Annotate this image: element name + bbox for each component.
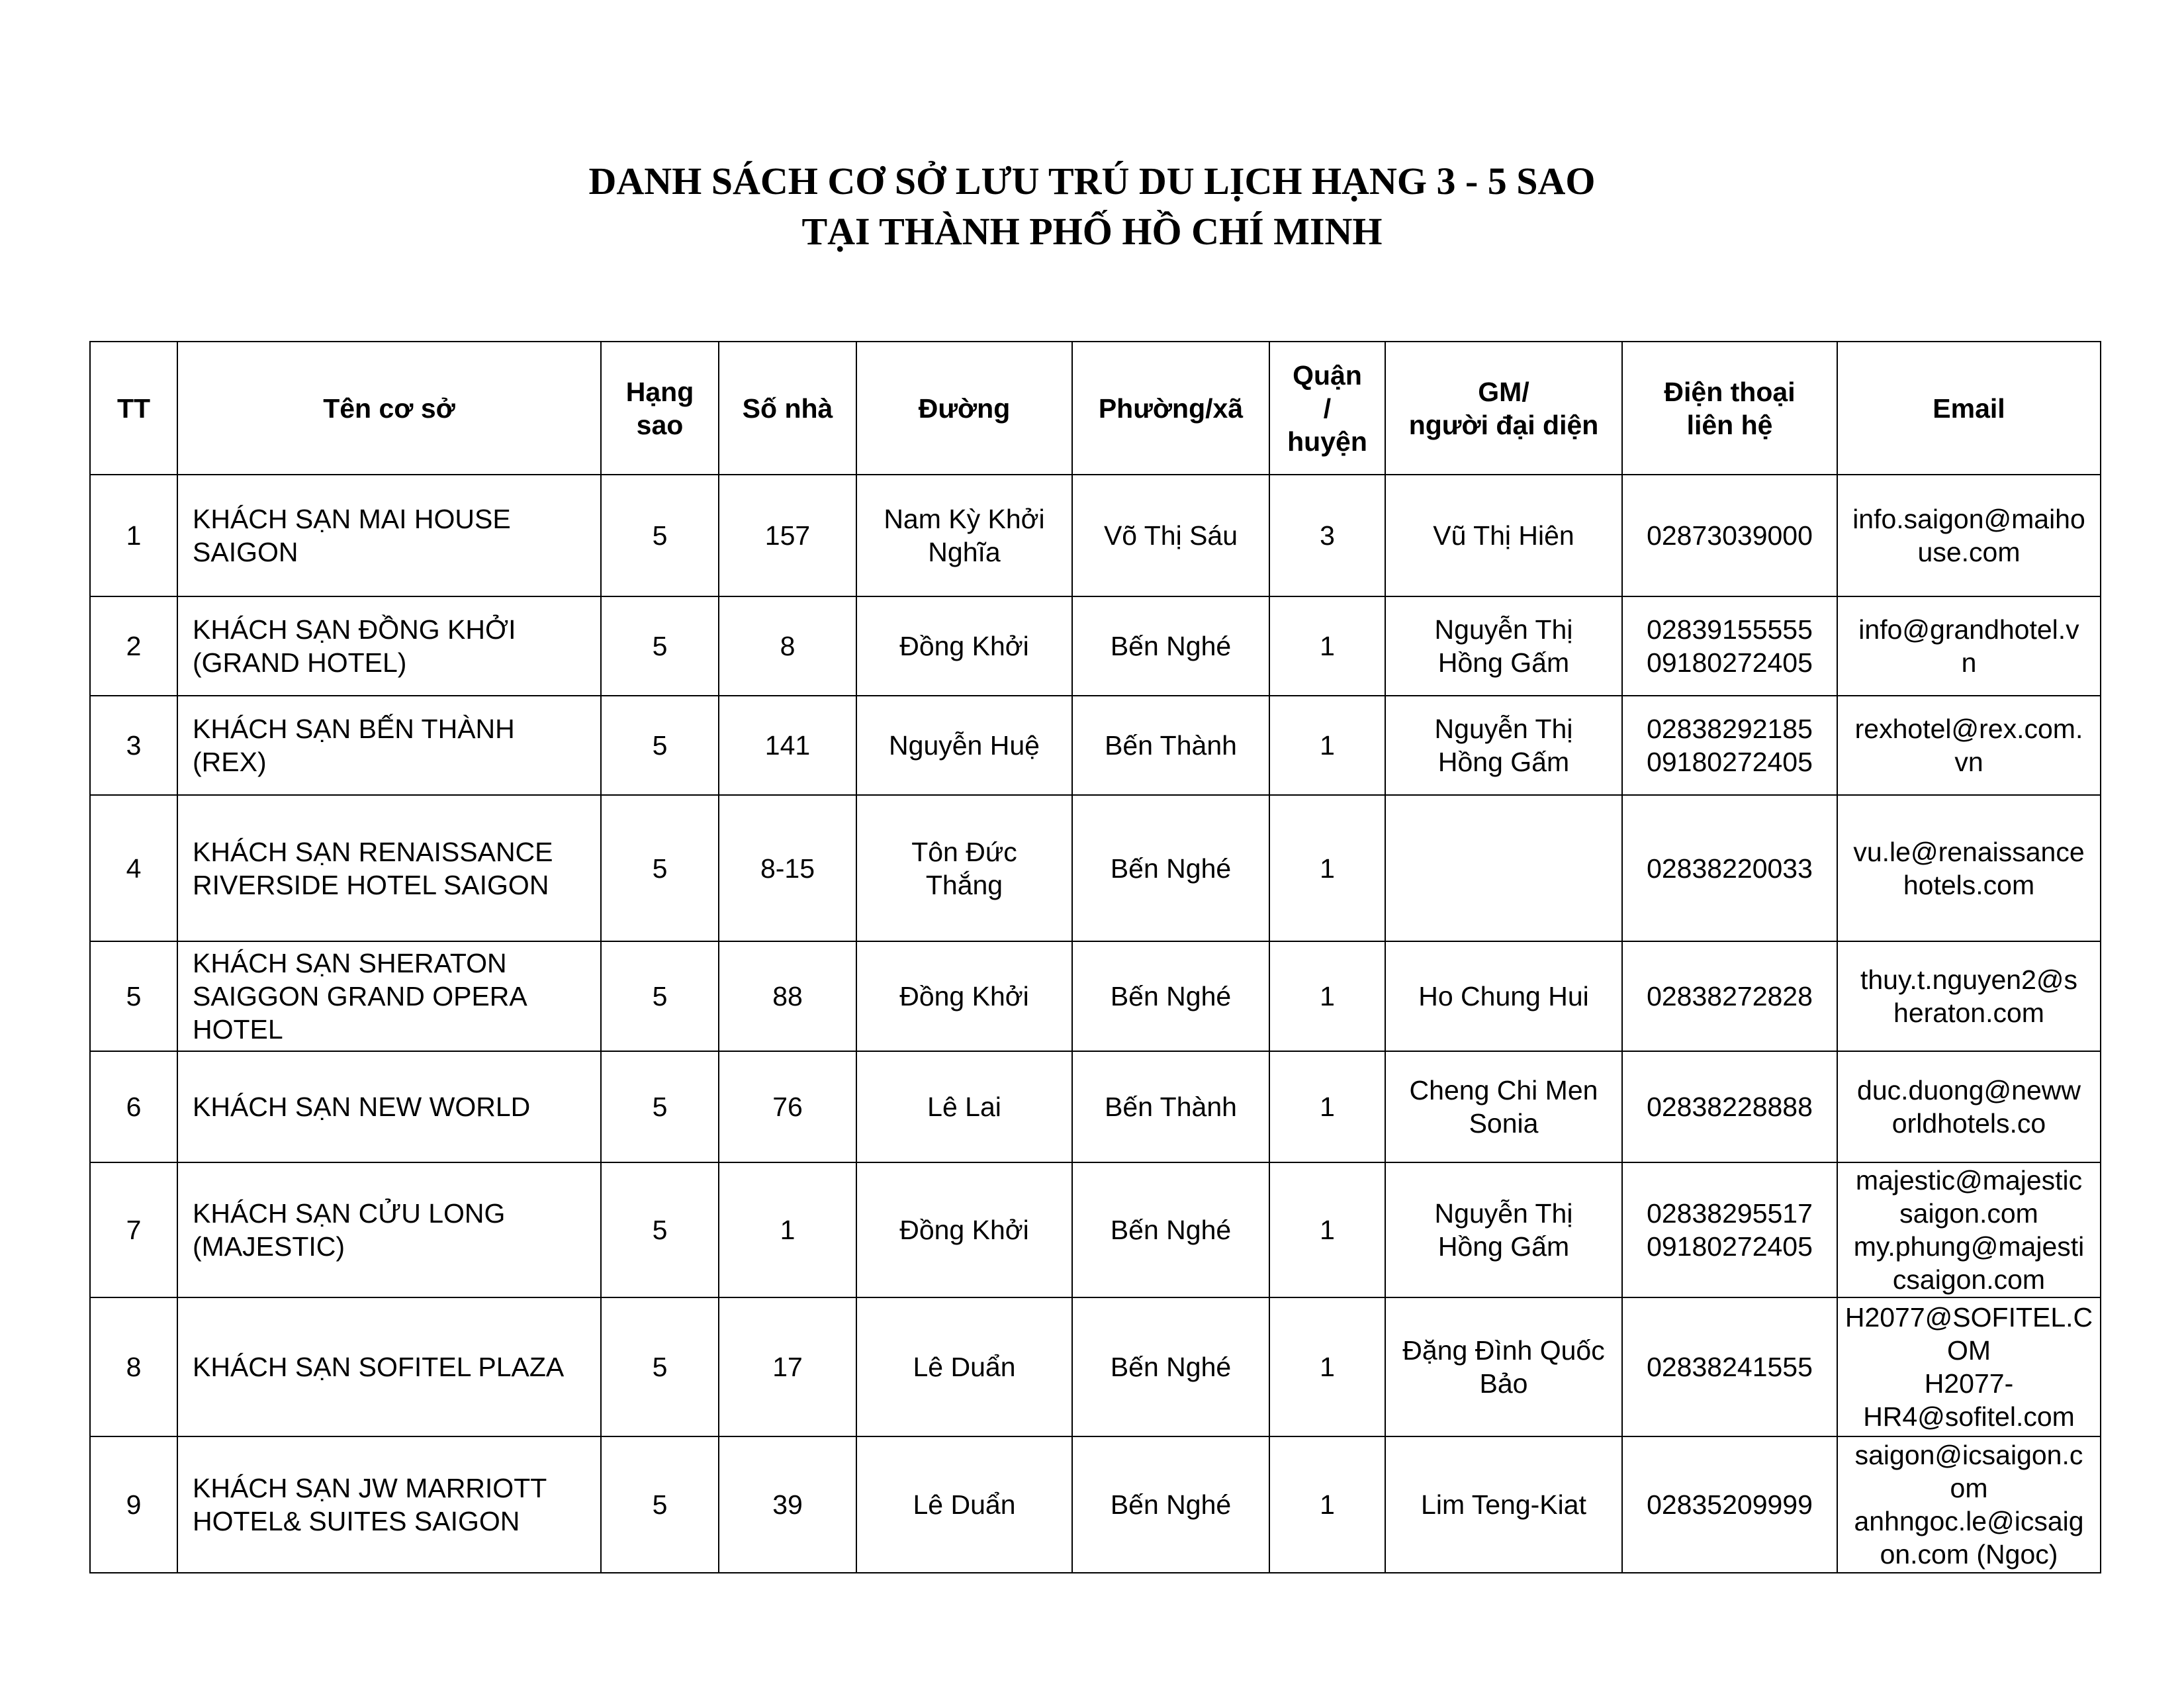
cell-email: info.saigon@maiho use.com: [1837, 475, 2101, 596]
cell-district: 1: [1269, 1297, 1385, 1436]
cell-email: saigon@icsaigon.c om anhngoc.le@icsaig on.com (Ngoc): [1837, 1436, 2101, 1573]
cell-gm: Đặng Đình Quốc Bảo: [1385, 1297, 1622, 1436]
cell-phone: 02838228888: [1622, 1051, 1837, 1162]
cell-tt: 7: [90, 1162, 177, 1297]
cell-stars: 5: [601, 1162, 719, 1297]
cell-stars: 5: [601, 1297, 719, 1436]
cell-district: 1: [1269, 941, 1385, 1051]
cell-street: Lê Lai: [856, 1051, 1072, 1162]
header-stars: Hạng sao: [601, 342, 719, 475]
cell-tt: 8: [90, 1297, 177, 1436]
cell-name: KHÁCH SẠN SHERATON SAIGGON GRAND OPERA HOTEL: [177, 941, 601, 1051]
title-line-2: TẠI THÀNH PHỐ HỒ CHÍ MINH: [801, 210, 1383, 253]
header-street: Đường: [856, 342, 1072, 475]
cell-street: Lê Duẩn: [856, 1297, 1072, 1436]
cell-name: KHÁCH SẠN BẾN THÀNH (REX): [177, 696, 601, 795]
cell-stars: 5: [601, 941, 719, 1051]
table-row: [90, 696, 2101, 795]
table-row: [90, 1051, 2101, 1162]
cell-street: Đồng Khởi: [856, 941, 1072, 1051]
cell-street: Tôn Đức Thắng: [856, 795, 1072, 941]
cell-house-no: 141: [719, 696, 856, 795]
table-row: [90, 1297, 2101, 1436]
cell-phone: 02839155555 09180272405: [1622, 596, 1837, 696]
table-row: [90, 795, 2101, 941]
cell-house-no: 39: [719, 1436, 856, 1573]
cell-stars: 5: [601, 1436, 719, 1573]
table-row: [90, 475, 2101, 596]
cell-gm: Nguyễn Thị Hồng Gấm: [1385, 596, 1622, 696]
cell-ward: Võ Thị Sáu: [1072, 475, 1269, 596]
table-header-row: [90, 342, 2101, 475]
header-email: Email: [1837, 342, 2101, 475]
cell-district: 1: [1269, 1051, 1385, 1162]
cell-tt: 9: [90, 1436, 177, 1573]
cell-ward: Bến Thành: [1072, 696, 1269, 795]
header-district: Quận / huyện: [1269, 342, 1385, 475]
cell-district: 1: [1269, 596, 1385, 696]
cell-name: KHÁCH SẠN SOFITEL PLAZA: [177, 1297, 601, 1436]
header-phone: Điện thoại liên hệ: [1622, 342, 1837, 475]
cell-house-no: 157: [719, 475, 856, 596]
cell-gm: Nguyễn Thị Hồng Gấm: [1385, 1162, 1622, 1297]
cell-ward: Bến Nghé: [1072, 1297, 1269, 1436]
cell-house-no: 88: [719, 941, 856, 1051]
cell-phone: 02835209999: [1622, 1436, 1837, 1573]
cell-gm: Nguyễn Thị Hồng Gấm: [1385, 696, 1622, 795]
cell-name: KHÁCH SẠN JW MARRIOTT HOTEL& SUITES SAIGON: [177, 1436, 601, 1573]
cell-tt: 1: [90, 475, 177, 596]
cell-house-no: 76: [719, 1051, 856, 1162]
cell-email: duc.duong@neww orldhotels.co: [1837, 1051, 2101, 1162]
cell-name: KHÁCH SẠN MAI HOUSE SAIGON: [177, 475, 601, 596]
cell-email: majestic@majestic saigon.com my.phung@majesti csaigon.com: [1837, 1162, 2101, 1297]
cell-phone: 02838295517 09180272405: [1622, 1162, 1837, 1297]
cell-street: Nguyễn Huệ: [856, 696, 1072, 795]
cell-phone: 02873039000: [1622, 475, 1837, 596]
cell-email: thuy.t.nguyen2@s heraton.com: [1837, 941, 2101, 1051]
cell-house-no: 8: [719, 596, 856, 696]
cell-house-no: 8-15: [719, 795, 856, 941]
cell-ward: Bến Nghé: [1072, 1162, 1269, 1297]
cell-name: KHÁCH SẠN CỬU LONG (MAJESTIC): [177, 1162, 601, 1297]
cell-ward: Bến Nghé: [1072, 1436, 1269, 1573]
cell-gm: Vũ Thị Hiên: [1385, 475, 1622, 596]
cell-gm: Lim Teng-Kiat: [1385, 1436, 1622, 1573]
header-tt: TT: [90, 342, 177, 475]
cell-name: KHÁCH SẠN ĐỒNG KHỞI (GRAND HOTEL): [177, 596, 601, 696]
cell-phone: 02838241555: [1622, 1297, 1837, 1436]
cell-district: 1: [1269, 795, 1385, 941]
table-row: [90, 1162, 2101, 1297]
cell-email: rexhotel@rex.com. vn: [1837, 696, 2101, 795]
hotel-table: [89, 341, 2101, 1573]
cell-district: 3: [1269, 475, 1385, 596]
header-name: Tên cơ sở: [177, 342, 601, 475]
cell-district: 1: [1269, 696, 1385, 795]
cell-email: vu.le@renaissance hotels.com: [1837, 795, 2101, 941]
document-title: [0, 156, 2184, 257]
table-row: [90, 941, 2101, 1051]
cell-tt: 4: [90, 795, 177, 941]
header-house-no: Số nhà: [719, 342, 856, 475]
cell-name: KHÁCH SẠN RENAISSANCE RIVERSIDE HOTEL SAIGON: [177, 795, 601, 941]
cell-street: Lê Duẩn: [856, 1436, 1072, 1573]
cell-stars: 5: [601, 596, 719, 696]
cell-tt: 2: [90, 596, 177, 696]
cell-gm: [1385, 795, 1622, 941]
cell-email: info@grandhotel.v n: [1837, 596, 2101, 696]
title-line-1: DANH SÁCH CƠ SỞ LƯU TRÚ DU LỊCH HẠNG 3 - 5 SAO: [588, 160, 1596, 203]
table-row: [90, 1436, 2101, 1573]
cell-stars: 5: [601, 795, 719, 941]
cell-ward: Bến Nghé: [1072, 596, 1269, 696]
cell-stars: 5: [601, 1051, 719, 1162]
cell-tt: 3: [90, 696, 177, 795]
cell-ward: Bến Nghé: [1072, 795, 1269, 941]
cell-district: 1: [1269, 1436, 1385, 1573]
cell-ward: Bến Nghé: [1072, 941, 1269, 1051]
cell-stars: 5: [601, 696, 719, 795]
cell-street: Đồng Khởi: [856, 596, 1072, 696]
cell-ward: Bến Thành: [1072, 1051, 1269, 1162]
cell-stars: 5: [601, 475, 719, 596]
cell-district: 1: [1269, 1162, 1385, 1297]
cell-phone: 02838272828: [1622, 941, 1837, 1051]
cell-street: Đồng Khởi: [856, 1162, 1072, 1297]
cell-name: KHÁCH SẠN NEW WORLD: [177, 1051, 601, 1162]
cell-street: Nam Kỳ Khởi Nghĩa: [856, 475, 1072, 596]
cell-phone: 02838220033: [1622, 795, 1837, 941]
table-row: [90, 596, 2101, 696]
cell-house-no: 17: [719, 1297, 856, 1436]
cell-gm: Ho Chung Hui: [1385, 941, 1622, 1051]
header-gm: GM/ người đại diện: [1385, 342, 1622, 475]
cell-gm: Cheng Chi Men Sonia: [1385, 1051, 1622, 1162]
cell-email: H2077@SOFITEL.C OM H2077- HR4@sofitel.com: [1837, 1297, 2101, 1436]
cell-tt: 6: [90, 1051, 177, 1162]
cell-phone: 02838292185 09180272405: [1622, 696, 1837, 795]
cell-house-no: 1: [719, 1162, 856, 1297]
header-ward: Phường/xã: [1072, 342, 1269, 475]
cell-tt: 5: [90, 941, 177, 1051]
